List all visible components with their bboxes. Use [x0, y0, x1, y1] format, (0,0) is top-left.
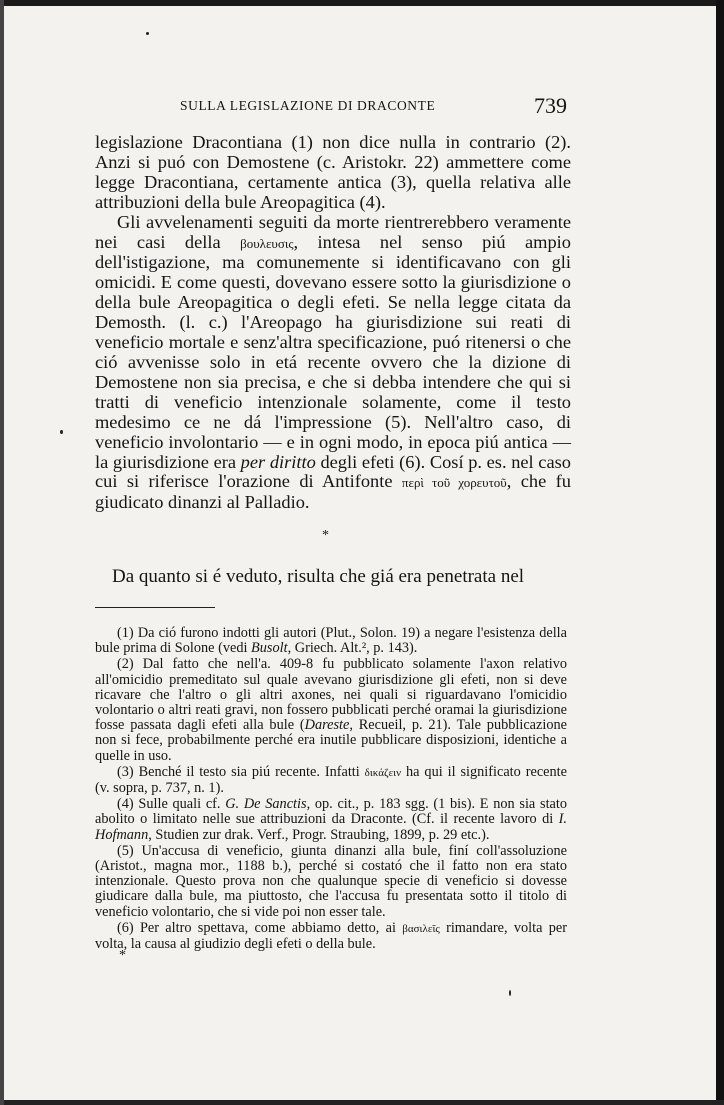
- scan-border-left: [0, 0, 4, 1105]
- page-number: 739: [534, 93, 567, 118]
- footnote-6: (6) Per altro spettava, come abbiamo detto, ai βασιλεῖς rimandare, volta per volta, la causa al giudizio degli efeti o della bule.: [95, 919, 568, 953]
- paragraph-2: Gli avvelenamenti seguiti da morte rientrerebbero veramente nei casi della βουλευσις, intesa nel senso piú ampio dell'istigazione, ma comunemente si identificavano con gli omicidi. E come questi, dovevano essere sotto la giurisdizione o della bule Areopagitica o degli efeti. Se nella legge citata da Demosth. (l. c.) l'Areopago ha giurisdizione sui reati di veneficio mortale e senz'altra specificazione, puó ritenersi o che ció avvenisse solo in etá recente ovvero che la dizione di Demostene non sia precisa, e che si debba intendere che qui si tratti di veneficio intenzionale solamente, come il testo medesimo ce ne dá l'impressione (5). Nell'altro caso, di veneficio involontario — e in ogni modo, in epoca piú antica — la giurisdizione era per diritto degli efeti (6). Cosí p. es. nel caso cui si riferisce l'orazione di Antifonte περὶ τοῦ χορευτοῦ, che fu giudicato dinanzi al Palladio.: [95, 211, 572, 513]
- greek-term: βουλευσις: [240, 235, 294, 251]
- scan-speck: [60, 430, 63, 434]
- end-mark: *: [119, 948, 126, 963]
- greek-term: περὶ τοῦ χορευτοῦ: [401, 475, 507, 491]
- scan-speck: [146, 32, 149, 35]
- italic-phrase: per diritto: [240, 451, 316, 472]
- footnote-5: (5) Un'accusa di veneficio, giunta dinanzi alla bule, finí coll'assoluzione (Aristot., magna mor., 1188 b.), perché si costató che il fatto non era stato intenzionale. Questo prova non che qualunque specie di veneficio si dovesse giudicare dalla bule, ma piuttosto, che l'accusa fu presentata sotto il titolo di veneficio volontario, che si vide poi non esser tale.: [95, 842, 567, 920]
- scan-border-right: [716, 0, 724, 1105]
- footnote-2: (2) Dal fatto che nell'a. 409-8 fu pubblicato solamente l'axon relativo all'omicidio premeditato sul quale avevano giurisdizione gli efeti, non si deve ricavare che l'altro o gli altri axones, nei quali si riguardavano l'omicidio volontario o altri reati gravi, non fossero pubblicati perché oramai la giurisdizione fosse passata dagli efeti alla bule (Dareste, Recueil, p. 21). Tale pubblicazione non si fece, probabilmente perché era inutile pubblicare disposizioni, identiche a quelle in uso.: [95, 656, 567, 764]
- greek-term: βασιλεῖς: [402, 922, 440, 935]
- footnote-3: (3) Benché il testo sia piú recente. Infatti δικάζειν ha qui il significato recente (v. sopra, p. 737, n. 1).: [95, 763, 567, 797]
- running-title: SULLA LEGISLAZIONE DI DRACONTE: [180, 98, 436, 113]
- running-header: [180, 98, 584, 114]
- paragraph-1: legislazione Dracontiana (1) non dice nulla in contrario (2). Anzi si puó con Demostene (c. Aristokr. 22) ammettere come legge Dracontiana, certamente antica (3), quella relativa alle attribuzioni della bule Areopagitica (4).: [95, 132, 571, 212]
- closing-line: Da quanto si é veduto, risulta che giá era penetrata nel: [112, 566, 525, 587]
- footnote-1: (1) Da ció furono indotti gli autori (Plut., Solon. 19) a negare l'esistenza della bule prima di Solone (vedi Busolt, Griech. Alt.², p. 143).: [95, 625, 567, 657]
- footnotes: [95, 626, 567, 953]
- scan-speck: [509, 990, 511, 996]
- main-text: [95, 133, 571, 513]
- scan-border-bottom: [0, 1100, 724, 1105]
- footnote-rule: [95, 607, 215, 608]
- scan-border-top: [0, 0, 724, 6]
- greek-term: δικάζειν: [364, 766, 402, 779]
- footnote-4: (4) Sulle quali cf. G. De Sanctis, op. cit., p. 183 sgg. (1 bis). E non sia stato abolito o limitato nelle sue attribuzioni da Draconte. (Cf. il recente lavoro di I. Hofmann, Studien zur drak. Verf., Progr. Straubing, 1899, p. 29 etc.).: [95, 796, 568, 843]
- section-separator: *: [322, 528, 329, 543]
